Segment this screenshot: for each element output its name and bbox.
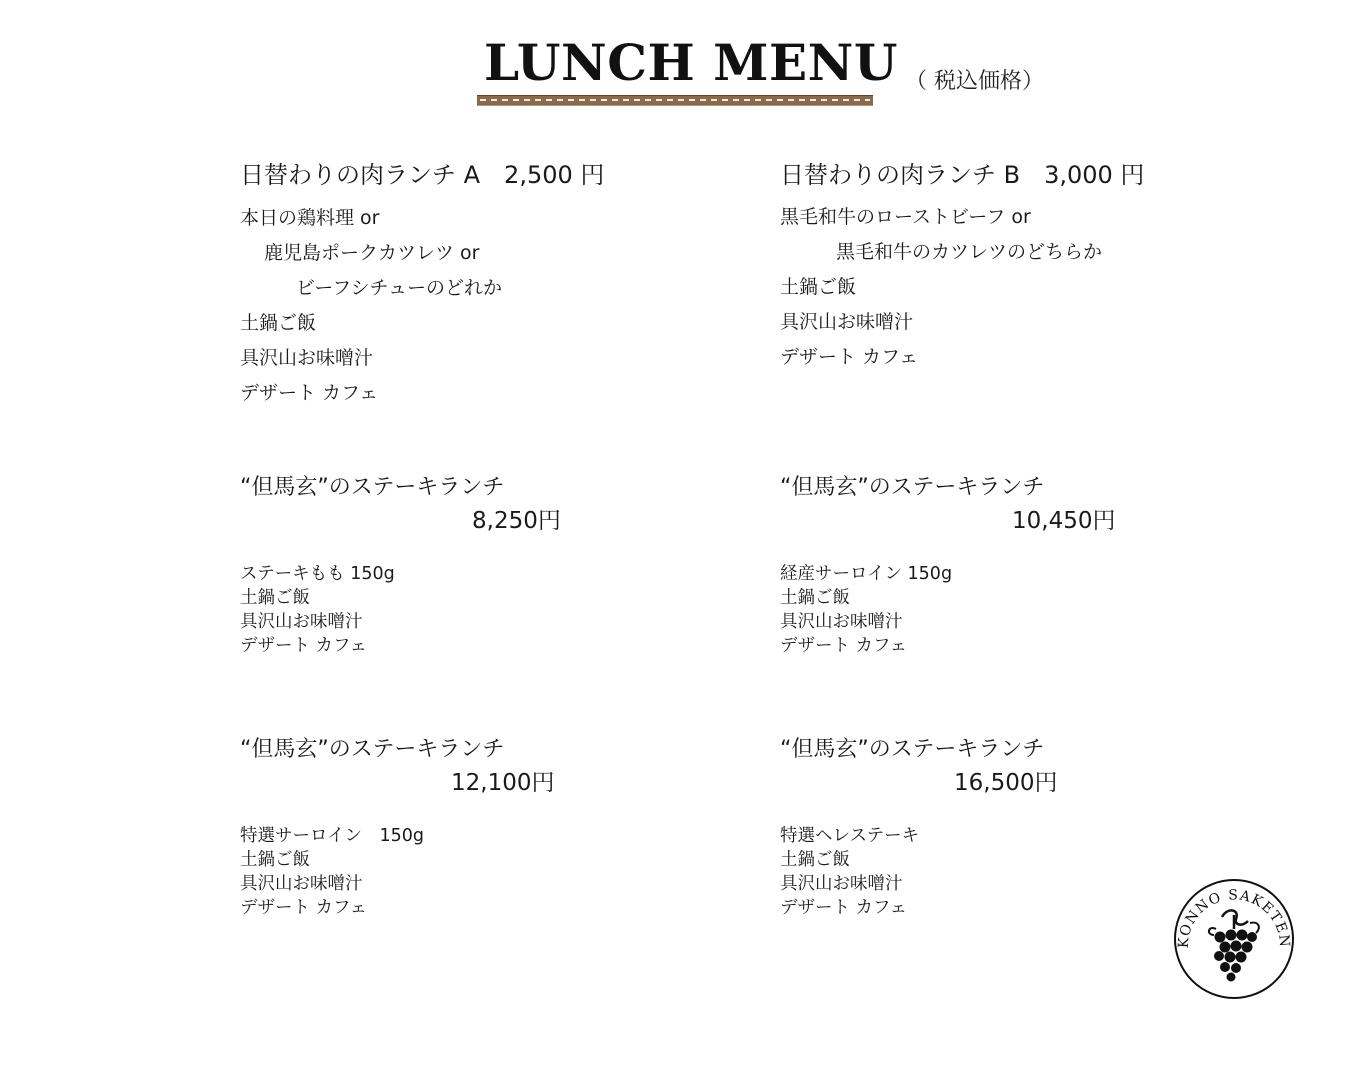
menu-item: 具沢山お味噌汁 xyxy=(240,874,363,894)
menu-item: 黒毛和牛のカツレツのどちらか xyxy=(836,241,1103,263)
menu-item: 具沢山お味噌汁 xyxy=(780,612,903,632)
menu-title: “但馬玄”のステーキランチ xyxy=(780,475,1045,500)
menu-item: 特選サーロイン 150g xyxy=(240,826,424,846)
menu-title: 日替わりの肉ランチ A 2,500 円 xyxy=(240,161,605,189)
svg-text:KONNO SAKETEN: KONNO SAKETEN xyxy=(1175,887,1293,949)
tax-included-note: （ 税込価格） xyxy=(905,69,1044,94)
menu-item: 具沢山お味噌汁 xyxy=(780,311,914,333)
menu-item: 黒毛和牛のローストビーフ or xyxy=(780,206,1031,228)
menu-title: “但馬玄”のステーキランチ xyxy=(240,737,505,762)
menu-item: デザート カフェ xyxy=(780,898,908,918)
menu-price: 8,250円 xyxy=(472,508,561,534)
menu-price: 12,100円 xyxy=(451,770,555,796)
menu-item: デザート カフェ xyxy=(780,346,919,368)
menu-item: デザート カフェ xyxy=(780,636,908,656)
menu-item: 土鍋ご飯 xyxy=(780,276,857,298)
menu-item: 具沢山お味噌汁 xyxy=(240,347,374,369)
menu-item: 土鍋ご飯 xyxy=(240,588,310,608)
menu-item: 経産サーロイン 150g xyxy=(780,564,953,584)
menu-item: 土鍋ご飯 xyxy=(780,588,850,608)
menu-price: 16,500円 xyxy=(954,770,1058,796)
menu-item: デザート カフェ xyxy=(240,636,368,656)
menu-item: 具沢山お味噌汁 xyxy=(780,874,903,894)
menu-item: 土鍋ご飯 xyxy=(780,850,850,870)
konno-saketen-logo xyxy=(1172,877,1296,1001)
menu-item: デザート カフェ xyxy=(240,898,368,918)
menu-title: “但馬玄”のステーキランチ xyxy=(780,737,1045,762)
menu-price: 10,450円 xyxy=(1012,508,1116,534)
grape-cluster-icon xyxy=(1172,877,1296,1001)
page-title: LUNCH MENU xyxy=(484,33,898,92)
menu-item: 土鍋ご飯 xyxy=(240,312,317,334)
menu-title: 日替わりの肉ランチ B 3,000 円 xyxy=(780,161,1145,189)
menu-title: “但馬玄”のステーキランチ xyxy=(240,475,505,500)
menu-item: ステーキもも 150g xyxy=(240,564,395,584)
title-underline-divider xyxy=(477,95,873,106)
menu-item: 特選ヘレステーキ xyxy=(780,826,920,846)
menu-item: 具沢山お味噌汁 xyxy=(240,612,363,632)
menu-item: ビーフシチューのどれか xyxy=(296,277,502,299)
menu-item: デザート カフェ xyxy=(240,382,379,404)
menu-item: 土鍋ご飯 xyxy=(240,850,310,870)
menu-item: 鹿児島ポークカツレツ or xyxy=(264,242,480,264)
menu-item: 本日の鶏料理 or xyxy=(240,207,380,229)
